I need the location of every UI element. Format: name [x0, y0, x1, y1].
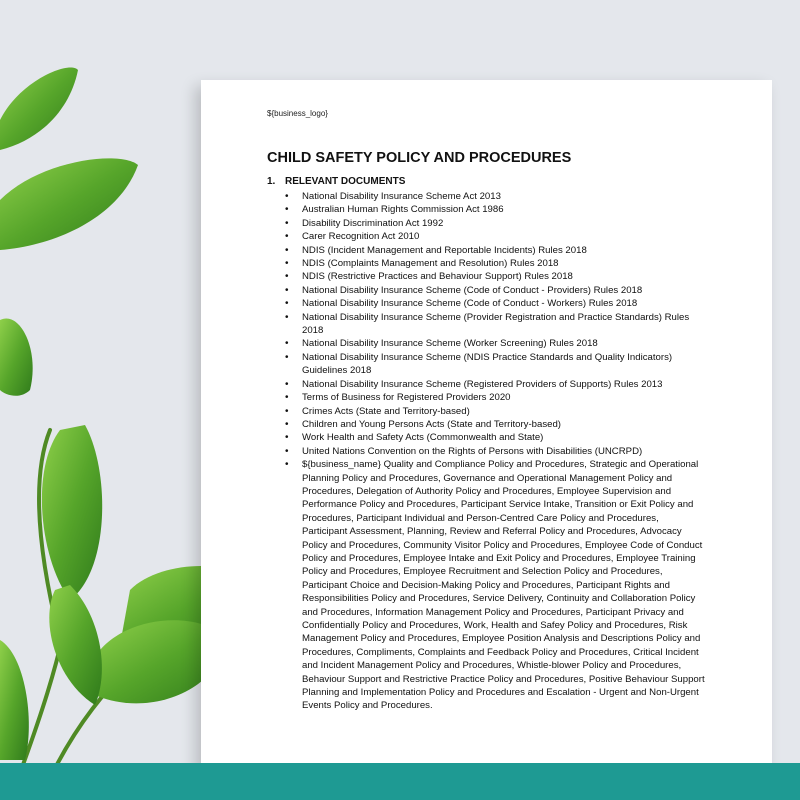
list-item: • Carer Recognition Act 2010	[285, 230, 705, 243]
list-item: • National Disability Insurance Scheme (Worker Screening) Rules 2018	[285, 337, 705, 350]
list-item: • NDIS (Complaints Management and Resolution) Rules 2018	[285, 257, 705, 270]
section-heading	[267, 176, 405, 187]
leaf-2	[0, 158, 138, 250]
list-item: • NDIS (Restrictive Practices and Behaviour Support) Rules 2018	[285, 270, 705, 283]
list-item: • Terms of Business for Registered Providers 2020	[285, 391, 705, 404]
leaf-3	[0, 318, 33, 395]
document-page	[201, 80, 772, 770]
list-item: • Disability Discrimination Act 1992	[285, 217, 705, 230]
section-number: 1.	[267, 176, 276, 187]
leaf-1	[0, 67, 78, 150]
section-heading-label: RELEVANT DOCUMENTS	[285, 176, 406, 187]
list-item: • NDIS (Incident Management and Reportable Incidents) Rules 2018	[285, 244, 705, 257]
list-item: • National Disability Insurance Scheme Act 2013	[285, 190, 705, 203]
list-item: • Children and Young Persons Acts (State and Territory-based)	[285, 418, 705, 431]
list-item: • National Disability Insurance Scheme (Registered Providers of Supports) Rules 2013	[285, 378, 705, 391]
list-item: • Crimes Acts (State and Territory-based)	[285, 405, 705, 418]
leaf-4	[42, 425, 102, 600]
leaf-7	[49, 585, 102, 705]
relevant-documents-list	[285, 190, 705, 713]
teal-footer-bar	[0, 763, 800, 800]
list-item: • United Nations Convention on the Rights of Persons with Disabilities (UNCRPD)	[285, 445, 705, 458]
business-logo-placeholder: ${business_logo}	[267, 109, 328, 118]
list-item: • National Disability Insurance Scheme (Provider Registration and Practice Standards) Rules 2018	[285, 311, 705, 338]
leaf-8	[0, 640, 29, 760]
list-item: • Australian Human Rights Commission Act 1986	[285, 203, 705, 216]
document-title: CHILD SAFETY POLICY AND PROCEDURES	[267, 150, 572, 166]
list-item: • National Disability Insurance Scheme (Code of Conduct - Workers) Rules 2018	[285, 297, 705, 310]
list-item: • National Disability Insurance Scheme (Code of Conduct - Providers) Rules 2018	[285, 284, 705, 297]
list-item: • Work Health and Safety Acts (Commonwealth and State)	[285, 431, 705, 444]
list-item: • ${business_name} Quality and Compliance Policy and Procedures, Strategic and Operational Planning Policy and Procedures, Governance and Operational Management Policy and Procedures, Delegation of Authority Policy and Procedures, Employee Supervision and Performance Policy and Procedures, Participant Service Intake, Transition or Exit Policy and Procedures, Participant Individual and Person-Centred Care Policy and Procedures, Participant Assessment, Planning, Review and Referral Policy and Procedures, Advocacy Policy and Procedures, Community Visitor Policy and Procedures, Employee Code of Conduct Policy and Procedures, Employee Intake and Exit Policy and Procedures, Employee Training Policy and Procedures, Employee Recruitment and Selection Policy and Procedures, Participant Choice and Decision-Making Policy and Procedures, Participant Rights and Responsibilities Policy and Procedures, Service Delivery, Continuity and Collaboration Policy and Procedures, Information Management Policy and Procedures, Participant Privacy and Confidentially Policy and Procedures, Work, Health and Safey Policy and Procedures, Risk Management Policy and Procedures, Employee Position Analysis and Descriptions Policy and Procedures, Compliments, Complaints and Feedback Policy and Procedures, Critical Incident and Incident Management Policy and Procedures, Whistle-blower Policy and Procedures, Behaviour Support and Restrictive Practice Policy and Procedures, Positive Behaviour Support Planning and Implementation Policy and Procedures and Escalation - Urgent and Non-Urgent Events Policy and Procedures.	[285, 458, 705, 713]
list-item: • National Disability Insurance Scheme (NDIS Practice Standards and Quality Indicators) Guidelines 2018	[285, 351, 705, 378]
